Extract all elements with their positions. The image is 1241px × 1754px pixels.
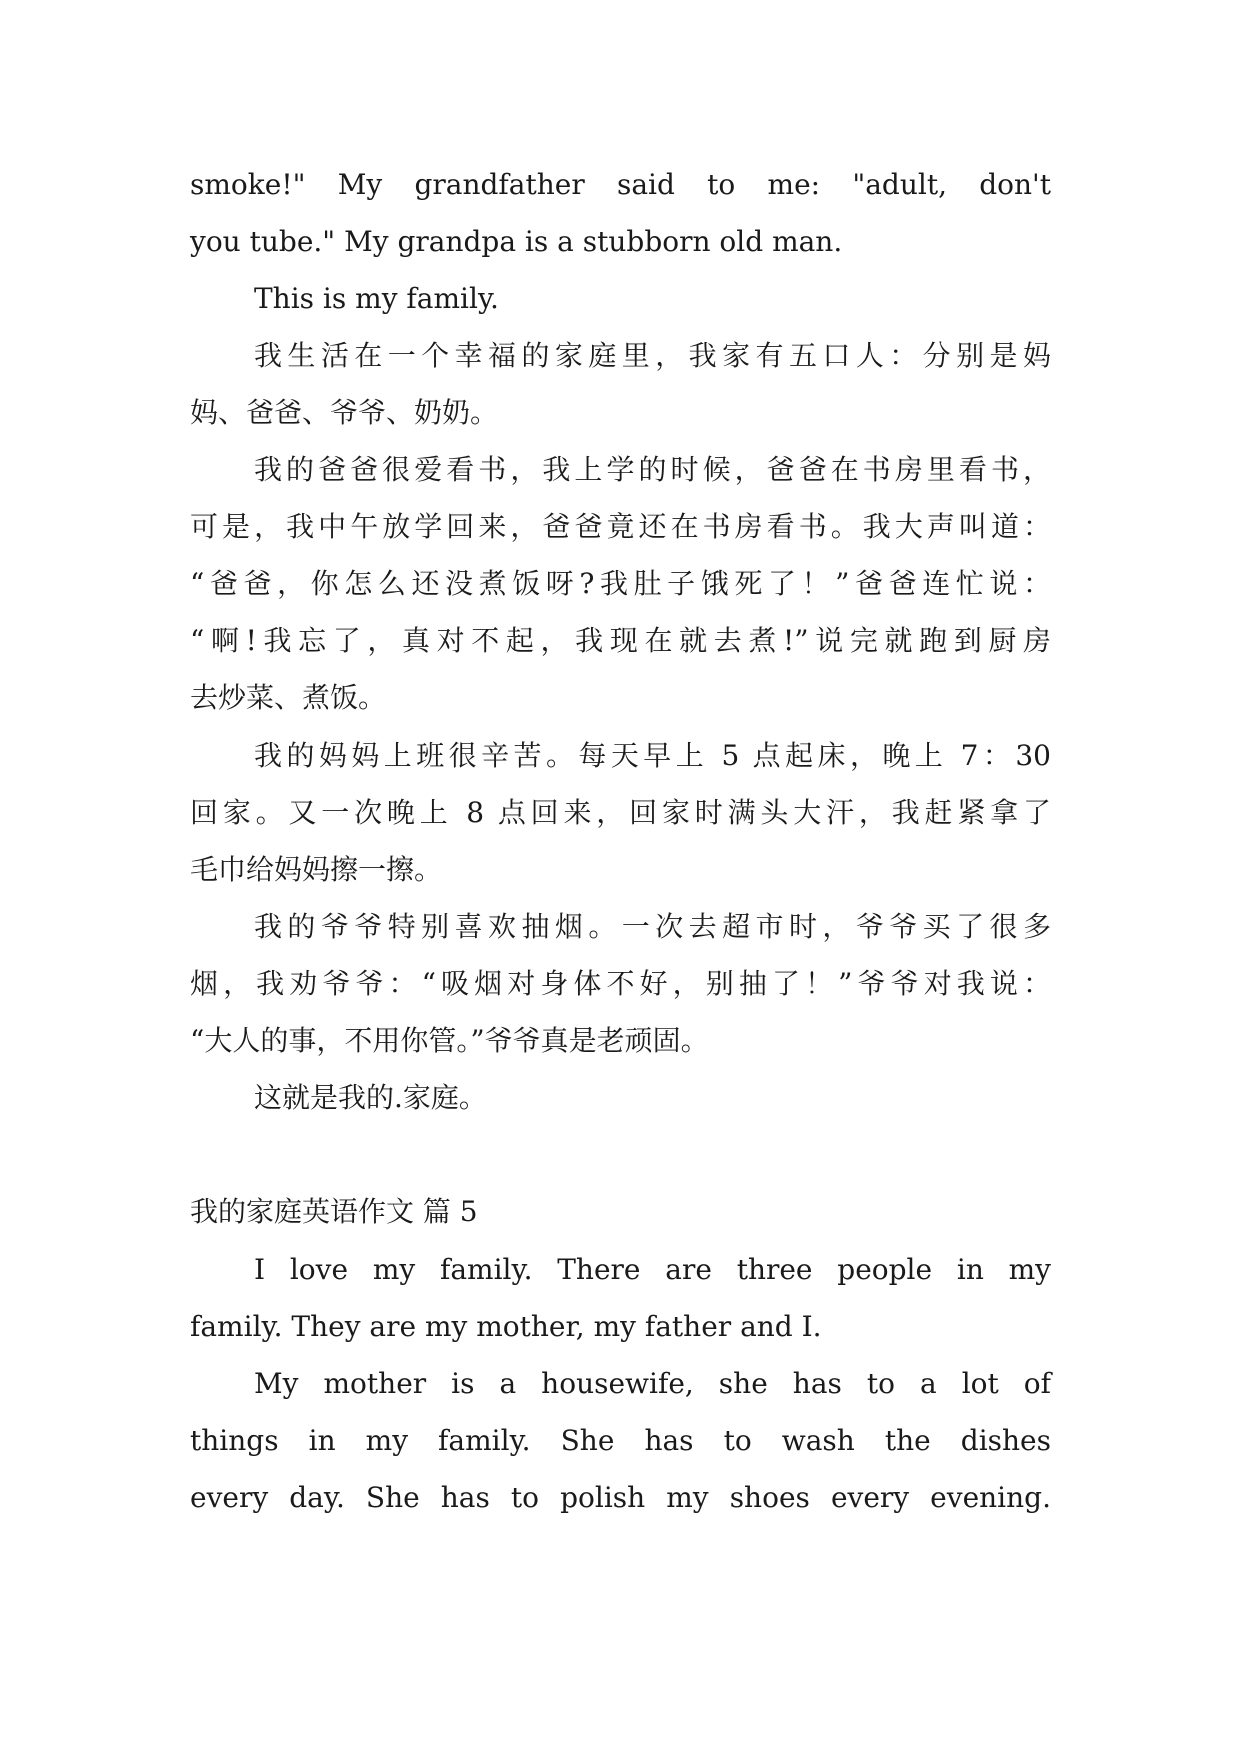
text-line: 妈、爸爸、爷爷、奶奶。 <box>190 396 499 429</box>
text-line: 回家。又一次晚上 8 点回来，回家时满头大汗，我赶紧拿了 <box>190 796 1051 829</box>
text-line: “大人的事，不用你管。”爷爷真是老顽固。 <box>190 1024 709 1057</box>
text-line: 我的爸爸很爱看书，我上学的时候，爸爸在书房里看书， <box>254 453 1051 486</box>
text-line: family. They are my mother, my father and I. <box>190 1310 822 1343</box>
text-line: 我的妈妈上班很辛苦。每天早上 5 点起床，晚上 7：30 <box>254 739 1051 772</box>
text-line: This is my family. <box>254 282 499 315</box>
text-line: 烟，我劝爷爷：“吸烟对身体不好，别抽了！”爷爷对我说： <box>190 967 1051 1000</box>
text-line: 可是，我中午放学回来，爸爸竟还在书房看书。我大声叫道： <box>190 510 1051 543</box>
text-line: I love my family. There are three people in my <box>254 1253 1051 1286</box>
section-heading: 我的家庭英语作文 篇 5 <box>190 1195 478 1228</box>
text-line: smoke!" My grandfather said to me: "adult, don't <box>190 168 1051 201</box>
text-line: 去炒菜、煮饭。 <box>190 681 387 714</box>
text-line: 这就是我的.家庭。 <box>254 1081 487 1114</box>
text-line: My mother is a housewife, she has to a lot of <box>254 1367 1051 1400</box>
text-line: 我生活在一个幸福的家庭里，我家有五口人：分别是妈 <box>254 339 1051 372</box>
text-line: every day. She has to polish my shoes every evening. <box>190 1481 1051 1514</box>
text-line: “爸爸，你怎么还没煮饭呀?我肚子饿死了！”爸爸连忙说： <box>190 567 1051 600</box>
text-line: 我的爷爷特别喜欢抽烟。一次去超市时，爷爷买了很多 <box>254 910 1051 943</box>
text-line: things in my family. She has to wash the dishes <box>190 1424 1051 1457</box>
text-line: you tube." My grandpa is a stubborn old man. <box>190 225 843 258</box>
text-line: “啊!我忘了，真对不起，我现在就去煮!”说完就跑到厨房 <box>190 624 1051 657</box>
text-line: 毛巾给妈妈擦一擦。 <box>190 853 443 886</box>
